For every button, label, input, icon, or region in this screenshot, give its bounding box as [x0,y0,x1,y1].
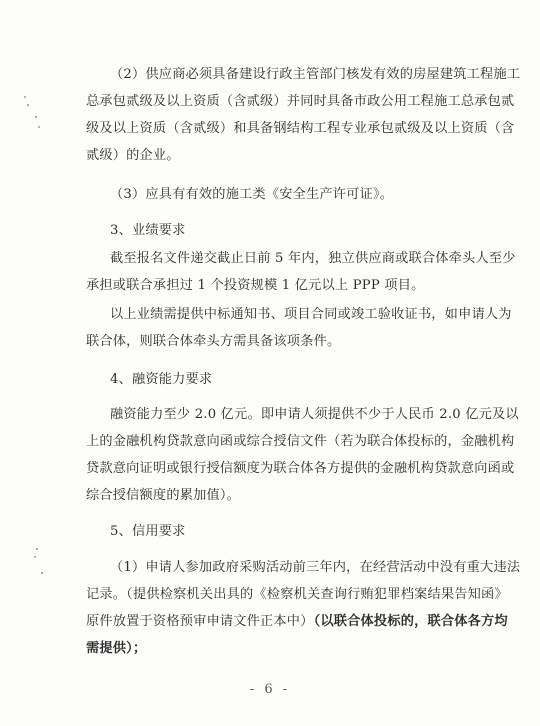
performance-line-4: 联合体，则联合体牵头方需具备该项条件。 [86,334,341,349]
credit-line-3-bold: （以联合体投标的，联合体各方均 [313,614,508,629]
scan-speck [27,104,29,106]
page-number: - 6 - [249,682,291,697]
paragraph-2-line-4: 贰级）的企业。 [86,148,180,163]
scan-speck [24,96,26,98]
scan-speck [35,116,37,118]
paragraph-2-line-1: （2）供应商必须具备建设行政主管部门核发有效的房屋建筑工程施工 [110,67,521,82]
financing-line-2: 上的金融机构贷款意向函或综合授信文件（若为联合体投标的，金融机构 [86,434,515,449]
section-heading-financing: 4、融资能力要求 [110,372,213,387]
scan-speck [36,548,38,550]
paragraph-3-line-1: （3）应具有有效的施工类《安全生产许可证》。 [110,187,394,202]
credit-line-3-text: 原件放置于资格预审申请文件正本中） [86,614,314,629]
paragraph-2-line-2: 总承包贰级及以上资质（含贰级）并同时具备市政公用工程施工总承包贰 [86,94,515,109]
scan-speck [34,556,36,558]
credit-line-4: 需提供）； [86,641,147,656]
credit-line-3 [86,613,506,631]
section-heading-performance: 3、业绩要求 [110,223,186,238]
credit-line-2: 记录。（提供检察机关出具的《检察机关查询行贿犯罪档案结果告知函》 [86,587,508,602]
performance-line-1: 截至报名文件递交截止日前 5 年内，独立供应商或联合体牵头人至少 [110,251,516,266]
financing-line-1: 融资能力至少 2.0 亿元。即申请人须提供不少于人民币 2.0 亿元及以 [110,407,519,422]
credit-line-1: （1）申请人参加政府采购活动前三年内，在经营活动中没有重大违法 [110,560,521,575]
performance-line-3: 以上业绩需提供中标通知书、项目合同或竣工验收证书，如申请人为 [110,307,512,322]
financing-line-3: 贷款意向证明或银行授信额度为联合体各方提供的金融机构贷款意向函或 [86,461,515,476]
performance-line-2: 承担或联合承担过 1 个投资规模 1 亿元以上 PPP 项目。 [86,278,425,293]
paragraph-2-line-3: 级及以上资质（含贰级）和具备钢结构工程专业承包贰级及以上资质（含 [86,121,515,136]
scan-speck [41,572,43,574]
section-heading-credit: 5、信用要求 [110,524,186,539]
scan-speck [38,126,40,128]
financing-line-4: 综合授信额度的累加值）。 [86,488,241,503]
